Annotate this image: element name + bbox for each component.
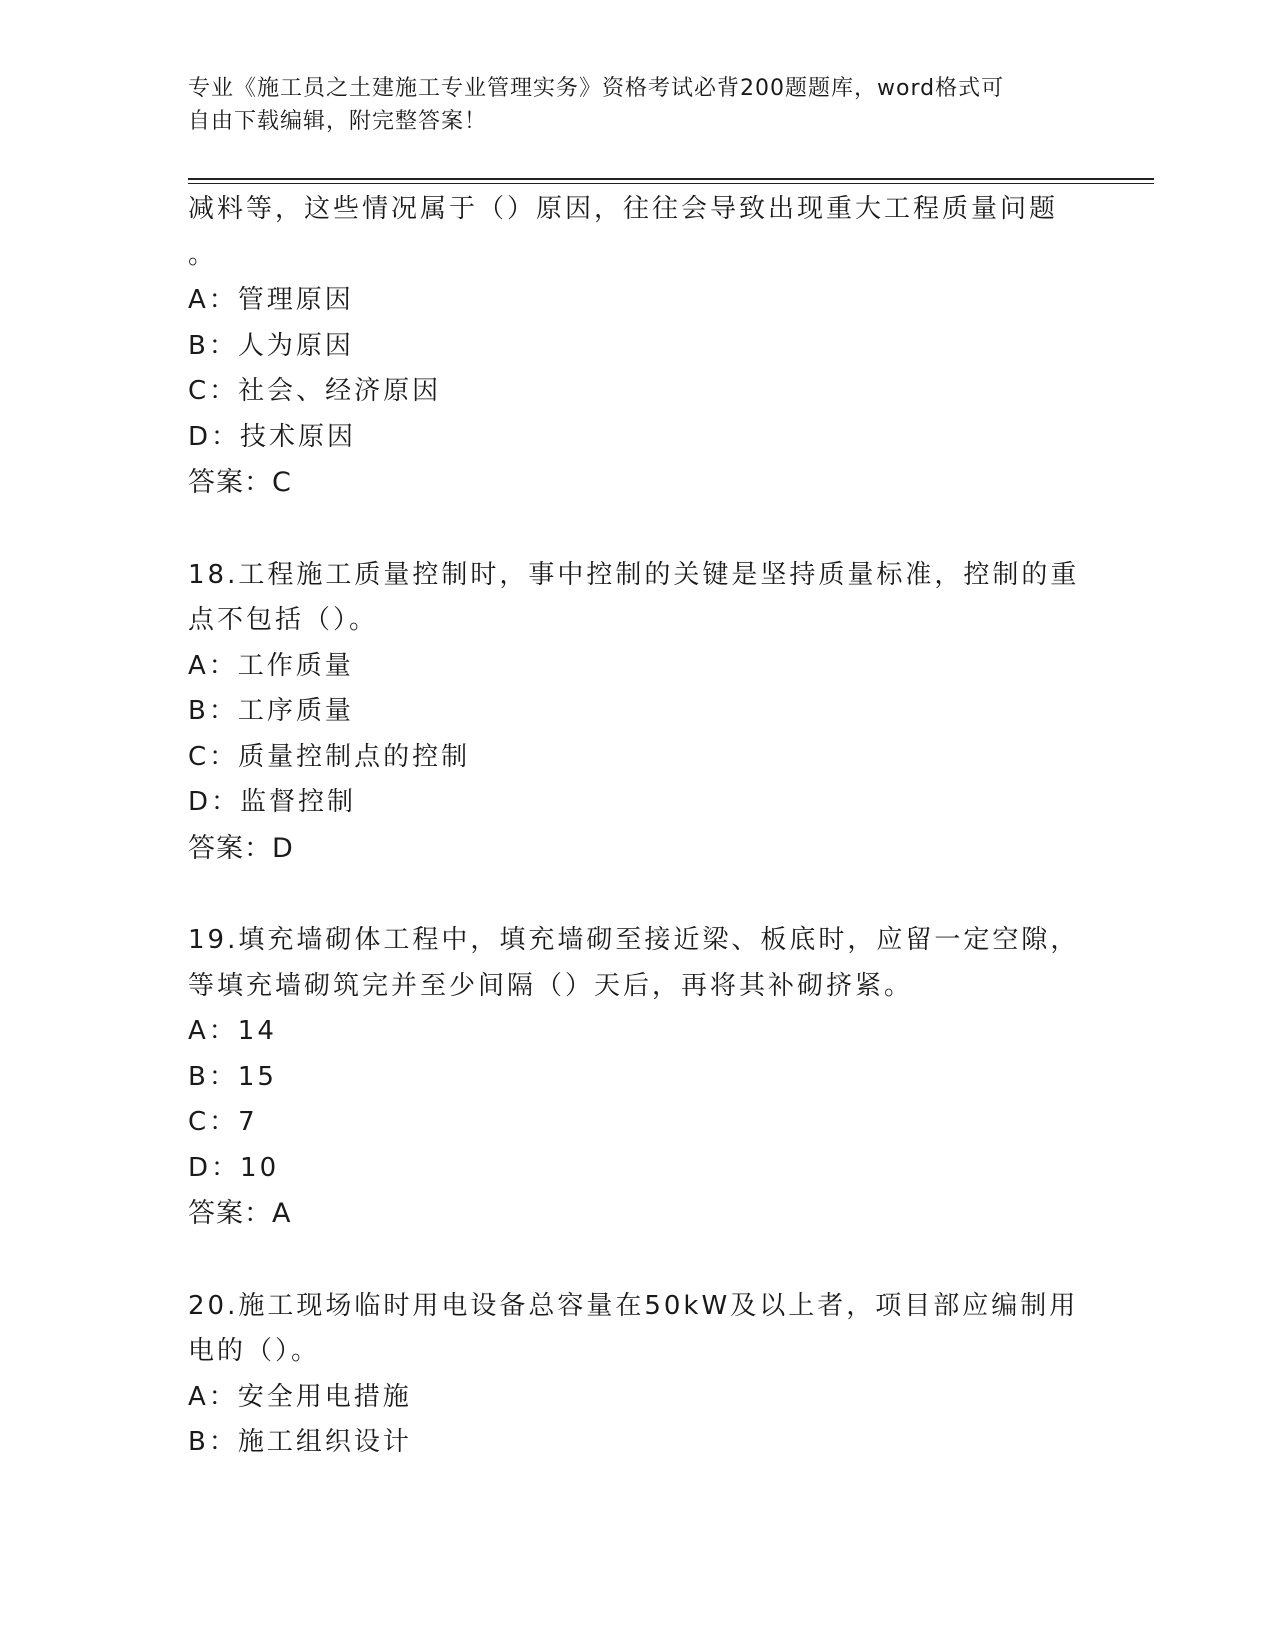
- header-line-2: 自由下载编辑，附完整答案！: [188, 109, 488, 134]
- header-divider-thin: [188, 183, 1154, 184]
- option-c: C：社会、经济原因: [188, 376, 442, 406]
- question-text: 等填充墙砌筑完并至少间隔（）天后，再将其补砌挤紧。: [188, 970, 914, 1001]
- question-text: 电的（）。: [188, 1336, 321, 1366]
- option-b: B：人为原因: [188, 330, 354, 361]
- option-b: B：15: [188, 1061, 277, 1092]
- question-text: 。: [188, 239, 218, 270]
- option-b: B：施工组织设计: [188, 1427, 412, 1457]
- option-d: D：10: [188, 1152, 280, 1183]
- question-20: [188, 1284, 1088, 1466]
- option-a: A：安全用电措施: [188, 1381, 412, 1412]
- question-text: 20.施工现场临时用电设备总容量在50kW及以上者，项目部应编制用: [188, 1290, 1079, 1321]
- option-b: B：工序质量: [188, 696, 354, 726]
- option-c: C：7: [188, 1107, 258, 1137]
- question-text: 点不包括（）。: [188, 605, 379, 635]
- option-a: A：工作质量: [188, 650, 354, 681]
- option-c: C：质量控制点的控制: [188, 741, 471, 772]
- document-header: [188, 72, 1068, 138]
- header-divider-thick: [188, 178, 1154, 180]
- header-line-1: 专业《施工员之土建施工专业管理实务》资格考试必背200题题库，word格式可: [188, 76, 1005, 101]
- option-d: D：技术原因: [188, 421, 357, 452]
- question-list: [188, 187, 1088, 1466]
- question-19: [188, 918, 1088, 1237]
- question-text: 18.工程施工质量控制时，事中控制的关键是坚持质量标准，控制的重: [188, 559, 1080, 590]
- question-fragment: [188, 187, 1088, 506]
- option-a: A：管理原因: [188, 285, 354, 315]
- option-a: A：14: [188, 1016, 277, 1046]
- question-text: 减料等，这些情况属于（）原因，往往会导致出现重大工程质量问题: [188, 194, 1059, 224]
- question-text: 19.填充墙砌体工程中，填充墙砌至接近梁、板底时，应留一定空隙，: [188, 925, 1080, 955]
- answer-line: 答案：A: [188, 1198, 292, 1229]
- question-18: [188, 553, 1088, 872]
- option-d: D：监督控制: [188, 787, 357, 817]
- answer-line: 答案：D: [188, 832, 294, 864]
- answer-line: 答案：C: [188, 467, 292, 498]
